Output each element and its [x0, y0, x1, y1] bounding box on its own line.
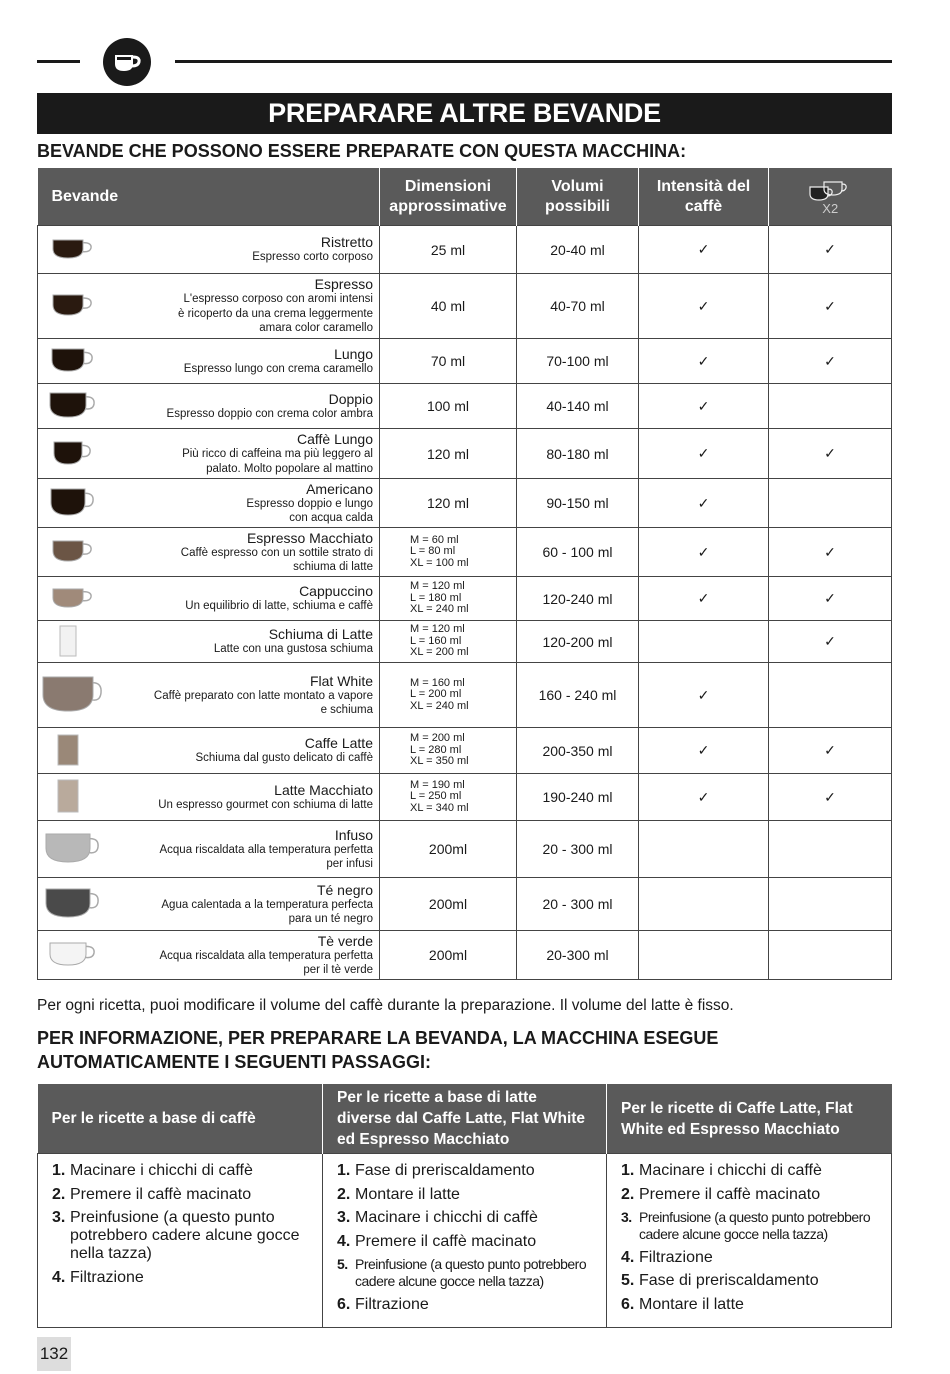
- drink-name: Té negro: [316, 881, 373, 898]
- x2-cell: [769, 821, 892, 878]
- drink-cell: [38, 577, 380, 621]
- drink-description: amara color caramello: [259, 322, 373, 335]
- drink-description: para un té negro: [288, 913, 373, 925]
- step-text: Premere il caffè macinato: [639, 1185, 821, 1203]
- x2-cell: [769, 621, 892, 663]
- table-row: [38, 429, 892, 479]
- drink-description: Espresso doppio con crema color ambra: [166, 407, 373, 420]
- intensity-cell: [639, 339, 769, 384]
- size-cell: 25 ml: [380, 226, 517, 274]
- step-text: Preinfusione (a questo punto potrebbero cadere alcune gocce nella tazza): [70, 1209, 300, 1262]
- step-number: 2.: [337, 1185, 351, 1203]
- step-item: [621, 1272, 885, 1290]
- volume-cell: 20-300 ml: [517, 931, 639, 980]
- step-text: Filtrazione: [355, 1295, 429, 1313]
- check-mark-icon: ✓: [697, 297, 710, 314]
- size-option: M = 160 ml: [410, 676, 465, 689]
- table-row: [38, 663, 892, 728]
- steps-title-line: PER INFORMAZIONE, PER PREPARARE LA BEVANDA, LA MACCHINA ESEGUE: [37, 1028, 719, 1048]
- table-row: [38, 384, 892, 429]
- drink-description: Acqua riscaldata alla temperatura perfetta: [159, 949, 373, 962]
- intensity-cell: [639, 728, 769, 774]
- intensity-cell: [639, 878, 769, 931]
- drink-description: palato. Molto popolare al mattino: [206, 462, 373, 475]
- drink-cell: [38, 931, 380, 980]
- drink-name: Schiuma di Latte: [268, 626, 373, 643]
- size-option: L = 80 ml: [410, 545, 456, 558]
- size-cell: 200ml: [380, 821, 517, 878]
- size-option: XL = 240 ml: [410, 699, 469, 712]
- step-text: Montare il latte: [355, 1185, 460, 1203]
- drink-cell: [38, 384, 380, 429]
- size-option: XL = 100 ml: [410, 556, 469, 569]
- col-header-size: Dimensioni approssimative: [380, 168, 517, 226]
- double-cup-icon: [808, 179, 852, 203]
- check-mark-icon: ✓: [824, 241, 836, 257]
- drink-name: Americano: [306, 480, 373, 497]
- drink-description: schiuma di latte: [293, 561, 373, 573]
- drink-cell: [38, 663, 380, 728]
- step-item: [52, 1162, 316, 1180]
- step-number: 6.: [621, 1295, 635, 1313]
- size-cell: [380, 621, 517, 663]
- size-option: XL = 200 ml: [410, 646, 469, 659]
- drink-name: Latte Macchiato: [274, 781, 373, 798]
- intensity-cell: [639, 384, 769, 429]
- drink-description: Espresso doppio e lungo: [246, 497, 373, 510]
- step-text: Filtrazione: [70, 1268, 144, 1286]
- step-text: Filtrazione: [639, 1248, 713, 1266]
- drink-name: Flat White: [309, 672, 373, 689]
- col-header-intensity: Intensità del caffè: [639, 168, 769, 226]
- x2-cell: [769, 663, 892, 728]
- step-item: [52, 1209, 316, 1263]
- page-title: PREPARARE ALTRE BEVANDE: [37, 93, 892, 134]
- table-row: [38, 577, 892, 621]
- intensity-cell: [639, 274, 769, 339]
- step-number: 6.: [337, 1295, 351, 1313]
- check-mark-icon: ✓: [824, 297, 836, 314]
- drinks-table: [37, 168, 892, 980]
- step-item: [621, 1162, 885, 1180]
- intensity-cell: [639, 931, 769, 980]
- intensity-cell: [639, 577, 769, 621]
- step-number: 5.: [621, 1272, 635, 1289]
- step-item: [337, 1186, 600, 1204]
- size-option: L = 180 ml: [410, 591, 462, 604]
- intensity-cell: [639, 429, 769, 479]
- x2-cell: [769, 528, 892, 577]
- drink-name: Caffe Latte: [304, 735, 373, 752]
- size-option: L = 280 ml: [410, 743, 462, 756]
- volume-cell: 20 - 300 ml: [517, 821, 639, 878]
- drink-cell: [38, 821, 380, 878]
- drink-description: Espresso corto corposo: [252, 251, 373, 264]
- table-row: [38, 931, 892, 980]
- check-mark-icon: ✓: [697, 590, 710, 606]
- drink-description: Un espresso gourmet con schiuma di latte: [158, 798, 373, 811]
- drink-name: Caffè Lungo: [296, 431, 373, 447]
- size-cell: [380, 528, 517, 577]
- drink-cup-image: [38, 779, 108, 815]
- drink-description: per infusi: [326, 858, 373, 870]
- check-mark-icon: ✓: [824, 788, 836, 805]
- intensity-cell: [639, 226, 769, 274]
- x2-cell: [769, 429, 892, 479]
- drink-name: Tè verde: [317, 932, 373, 949]
- drink-cell: [38, 728, 380, 774]
- size-cell: 70 ml: [380, 339, 517, 384]
- size-cell: [380, 663, 517, 728]
- step-item: [621, 1186, 885, 1204]
- volume-cell: 90-150 ml: [517, 479, 639, 528]
- size-option: M = 200 ml: [410, 732, 465, 745]
- drink-cell: [38, 274, 380, 339]
- volume-cell: 60 - 100 ml: [517, 528, 639, 577]
- steps-col-milk: [323, 1154, 607, 1328]
- size-cell: 40 ml: [380, 274, 517, 339]
- volume-cell: 40-70 ml: [517, 274, 639, 339]
- check-mark-icon: ✓: [824, 543, 836, 560]
- volume-cell: 80-180 ml: [517, 429, 639, 479]
- intensity-cell: [639, 821, 769, 878]
- size-option: XL = 340 ml: [410, 801, 469, 814]
- step-item: [337, 1256, 600, 1290]
- size-option: L = 250 ml: [410, 790, 462, 803]
- size-option: XL = 350 ml: [410, 755, 469, 768]
- drink-description: Acqua riscaldata alla temperatura perfetta: [159, 843, 373, 856]
- check-mark-icon: ✓: [697, 788, 710, 805]
- drink-name: Lungo: [334, 345, 373, 362]
- drink-description: è ricoperto da una crema leggermente: [178, 307, 373, 320]
- drink-description: Caffè espresso con un sottile strato di: [180, 546, 373, 559]
- size-cell: 120 ml: [380, 429, 517, 479]
- check-mark-icon: ✓: [824, 590, 836, 606]
- header-rule-right: [175, 60, 892, 63]
- intensity-cell: [639, 528, 769, 577]
- volume-cell: 70-100 ml: [517, 339, 639, 384]
- x2-cell: [769, 774, 892, 821]
- steps-col-latte: [607, 1154, 892, 1328]
- drink-cell: [38, 621, 380, 663]
- drink-cell: [38, 774, 380, 821]
- size-option: M = 60 ml: [410, 533, 459, 546]
- intensity-cell: [639, 479, 769, 528]
- steps-title-line: AUTOMATICAMENTE I SEGUENTI PASSAGGI:: [37, 1052, 432, 1072]
- step-text: Macinare i chicchi di caffè: [70, 1162, 253, 1179]
- step-item: [52, 1186, 316, 1204]
- x2-cell: [769, 384, 892, 429]
- step-text: Macinare i chicchi di caffè: [639, 1162, 822, 1179]
- step-text: Montare il latte: [639, 1295, 744, 1313]
- drink-description: Latte con una gustosa schiuma: [213, 643, 373, 656]
- table-row: [38, 274, 892, 339]
- x2-cell: [769, 339, 892, 384]
- steps-col-coffee: [38, 1154, 323, 1328]
- step-text: Preinfusione (a questo punto potrebbero cadere alcune gocce nella tazza): [639, 1209, 871, 1242]
- drink-cup-image: [38, 888, 108, 920]
- drink-cup-image: [38, 540, 108, 564]
- drink-cell: [38, 528, 380, 577]
- drink-description: L'espresso corposo con aromi intensi: [183, 293, 373, 306]
- step-text: Premere il caffè macinato: [355, 1232, 537, 1250]
- table-row: [38, 821, 892, 878]
- step-item: [621, 1249, 885, 1267]
- steps-title: [37, 1026, 718, 1074]
- intensity-cell: [639, 774, 769, 821]
- step-item: [621, 1296, 885, 1314]
- table-row: [38, 878, 892, 931]
- drink-description: Caffè preparato con latte montato a vapore: [153, 689, 373, 702]
- size-option: M = 120 ml: [410, 580, 465, 593]
- size-cell: [380, 728, 517, 774]
- step-item: [621, 1209, 885, 1243]
- check-mark-icon: ✓: [697, 543, 710, 560]
- col-header-volume: Volumi possibili: [517, 168, 639, 226]
- drink-description: Agua calentada a la temperatura perfecta: [161, 898, 373, 911]
- drink-cup-image: [38, 833, 108, 865]
- step-number: 1.: [52, 1162, 66, 1179]
- drink-name: Espresso: [314, 276, 373, 293]
- step-item: [52, 1269, 316, 1287]
- drink-cell: [38, 429, 380, 479]
- check-mark-icon: ✓: [824, 445, 836, 461]
- size-option: L = 200 ml: [410, 688, 462, 701]
- size-cell: [380, 774, 517, 821]
- drink-cup-image: [38, 625, 108, 659]
- check-mark-icon: ✓: [697, 742, 710, 758]
- x2-cell: [769, 878, 892, 931]
- drink-description: Un equilibrio di latte, schiuma e caffè: [185, 600, 373, 613]
- size-option: L = 160 ml: [410, 634, 462, 647]
- steps-header-coffee: Per le ricette a base di caffè: [38, 1084, 323, 1154]
- x2-cell: [769, 728, 892, 774]
- step-text: Fase di preriscaldamento: [639, 1272, 819, 1289]
- check-mark-icon: ✓: [697, 397, 710, 414]
- intensity-cell: [639, 621, 769, 663]
- table-row: [38, 728, 892, 774]
- drink-cup-image: [38, 239, 108, 261]
- volume-cell: 40-140 ml: [517, 384, 639, 429]
- x2-cell: [769, 274, 892, 339]
- drink-name: Espresso Macchiato: [246, 529, 373, 546]
- step-text: Premere il caffè macinato: [70, 1185, 252, 1203]
- intensity-cell: [639, 663, 769, 728]
- drink-cell: [38, 479, 380, 528]
- drink-description: e schiuma: [320, 704, 373, 716]
- volume-cell: 20 - 300 ml: [517, 878, 639, 931]
- check-mark-icon: ✓: [697, 352, 710, 369]
- drink-description: per il tè verde: [303, 964, 373, 976]
- steps-header-latte: Per le ricette di Caffe Latte, Flat White ed Espresso Macchiato: [607, 1084, 892, 1154]
- drink-description: Più ricco di caffeina ma più leggero al: [182, 448, 373, 460]
- volume-cell: 200-350 ml: [517, 728, 639, 774]
- step-number: 5.: [337, 1256, 348, 1272]
- step-number: 1.: [337, 1162, 351, 1179]
- drinks-subtitle: BEVANDE CHE POSSONO ESSERE PREPARATE CON QUESTA MACCHINA:: [37, 141, 687, 161]
- check-mark-icon: ✓: [697, 686, 710, 703]
- drink-cup-image: [38, 588, 108, 610]
- drinks-table-header: [38, 168, 892, 226]
- step-item: [337, 1209, 600, 1227]
- step-number: 1.: [621, 1162, 635, 1179]
- x2-cell: [769, 479, 892, 528]
- table-row: [38, 479, 892, 528]
- coffee-cup-icon: [103, 38, 151, 86]
- step-number: 4.: [52, 1268, 66, 1286]
- step-number: 4.: [337, 1232, 351, 1250]
- check-mark-icon: ✓: [697, 445, 710, 461]
- volume-cell: 160 - 240 ml: [517, 663, 639, 728]
- table-row: [38, 528, 892, 577]
- drink-cell: [38, 226, 380, 274]
- step-number: 3.: [52, 1209, 66, 1226]
- x2-cell: [769, 226, 892, 274]
- steps-header-milk: Per le ricette a base di latte diverse dal Caffe Latte, Flat White ed Espresso Macchiato: [323, 1084, 607, 1154]
- volume-note: Per ogni ricetta, puoi modificare il volume del caffè durante la preparazione. Il volume del latte è fisso.: [37, 997, 734, 1014]
- check-mark-icon: ✓: [697, 241, 710, 257]
- step-number: 2.: [621, 1185, 635, 1203]
- drink-cup-image: [38, 488, 108, 518]
- step-item: [337, 1296, 600, 1314]
- drink-cup-image: [38, 441, 108, 467]
- size-option: M = 120 ml: [410, 623, 465, 636]
- size-cell: 120 ml: [380, 479, 517, 528]
- check-mark-icon: ✓: [824, 352, 836, 369]
- step-text: Preinfusione (a questo punto potrebbero cadere alcune gocce nella tazza): [355, 1256, 587, 1289]
- size-cell: 200ml: [380, 931, 517, 980]
- x2-cell: [769, 577, 892, 621]
- size-cell: 100 ml: [380, 384, 517, 429]
- drink-cup-image: [38, 392, 108, 420]
- size-cell: 200ml: [380, 878, 517, 931]
- step-text: Macinare i chicchi di caffè: [355, 1209, 538, 1226]
- drink-name: Infuso: [334, 826, 373, 843]
- check-mark-icon: ✓: [824, 742, 836, 758]
- drink-description: con acqua calda: [289, 512, 373, 524]
- size-cell: [380, 577, 517, 621]
- drink-name: Cappuccino: [299, 583, 373, 600]
- step-number: 3.: [337, 1209, 351, 1226]
- table-row: [38, 774, 892, 821]
- step-text: Fase di preriscaldamento: [355, 1162, 535, 1179]
- table-row: [38, 621, 892, 663]
- drink-cup-image: [38, 676, 108, 714]
- step-number: 4.: [621, 1248, 635, 1266]
- check-mark-icon: ✓: [697, 494, 710, 511]
- volume-cell: 190-240 ml: [517, 774, 639, 821]
- drink-description: Schiuma dal gusto delicato di caffè: [195, 752, 373, 765]
- step-item: [337, 1162, 600, 1180]
- volume-cell: 120-200 ml: [517, 621, 639, 663]
- drink-cell: [38, 339, 380, 384]
- drink-description: Espresso lungo con crema caramello: [183, 362, 373, 375]
- step-item: [337, 1233, 600, 1251]
- drink-name: Doppio: [328, 390, 373, 407]
- x2-cell: [769, 931, 892, 980]
- table-row: [38, 339, 892, 384]
- col-header-drinks: Bevande: [38, 168, 380, 226]
- size-option: XL = 240 ml: [410, 603, 469, 616]
- drink-name: Ristretto: [320, 234, 373, 251]
- table-row: [38, 226, 892, 274]
- volume-cell: 120-240 ml: [517, 577, 639, 621]
- volume-cell: 20-40 ml: [517, 226, 639, 274]
- steps-table: [37, 1084, 892, 1328]
- page-number: 132: [37, 1337, 71, 1371]
- step-number: 2.: [52, 1185, 66, 1203]
- drink-cup-image: [38, 942, 108, 968]
- drink-cup-image: [38, 294, 108, 318]
- check-mark-icon: ✓: [824, 633, 836, 649]
- size-option: M = 190 ml: [410, 778, 465, 791]
- double-cup-label: X2: [822, 200, 839, 216]
- header-rule-left: [37, 60, 80, 63]
- drink-cell: [38, 878, 380, 931]
- drink-cup-image: [38, 348, 108, 374]
- col-header-double: [769, 168, 892, 226]
- step-number: 3.: [621, 1209, 632, 1225]
- drink-cup-image: [38, 734, 108, 768]
